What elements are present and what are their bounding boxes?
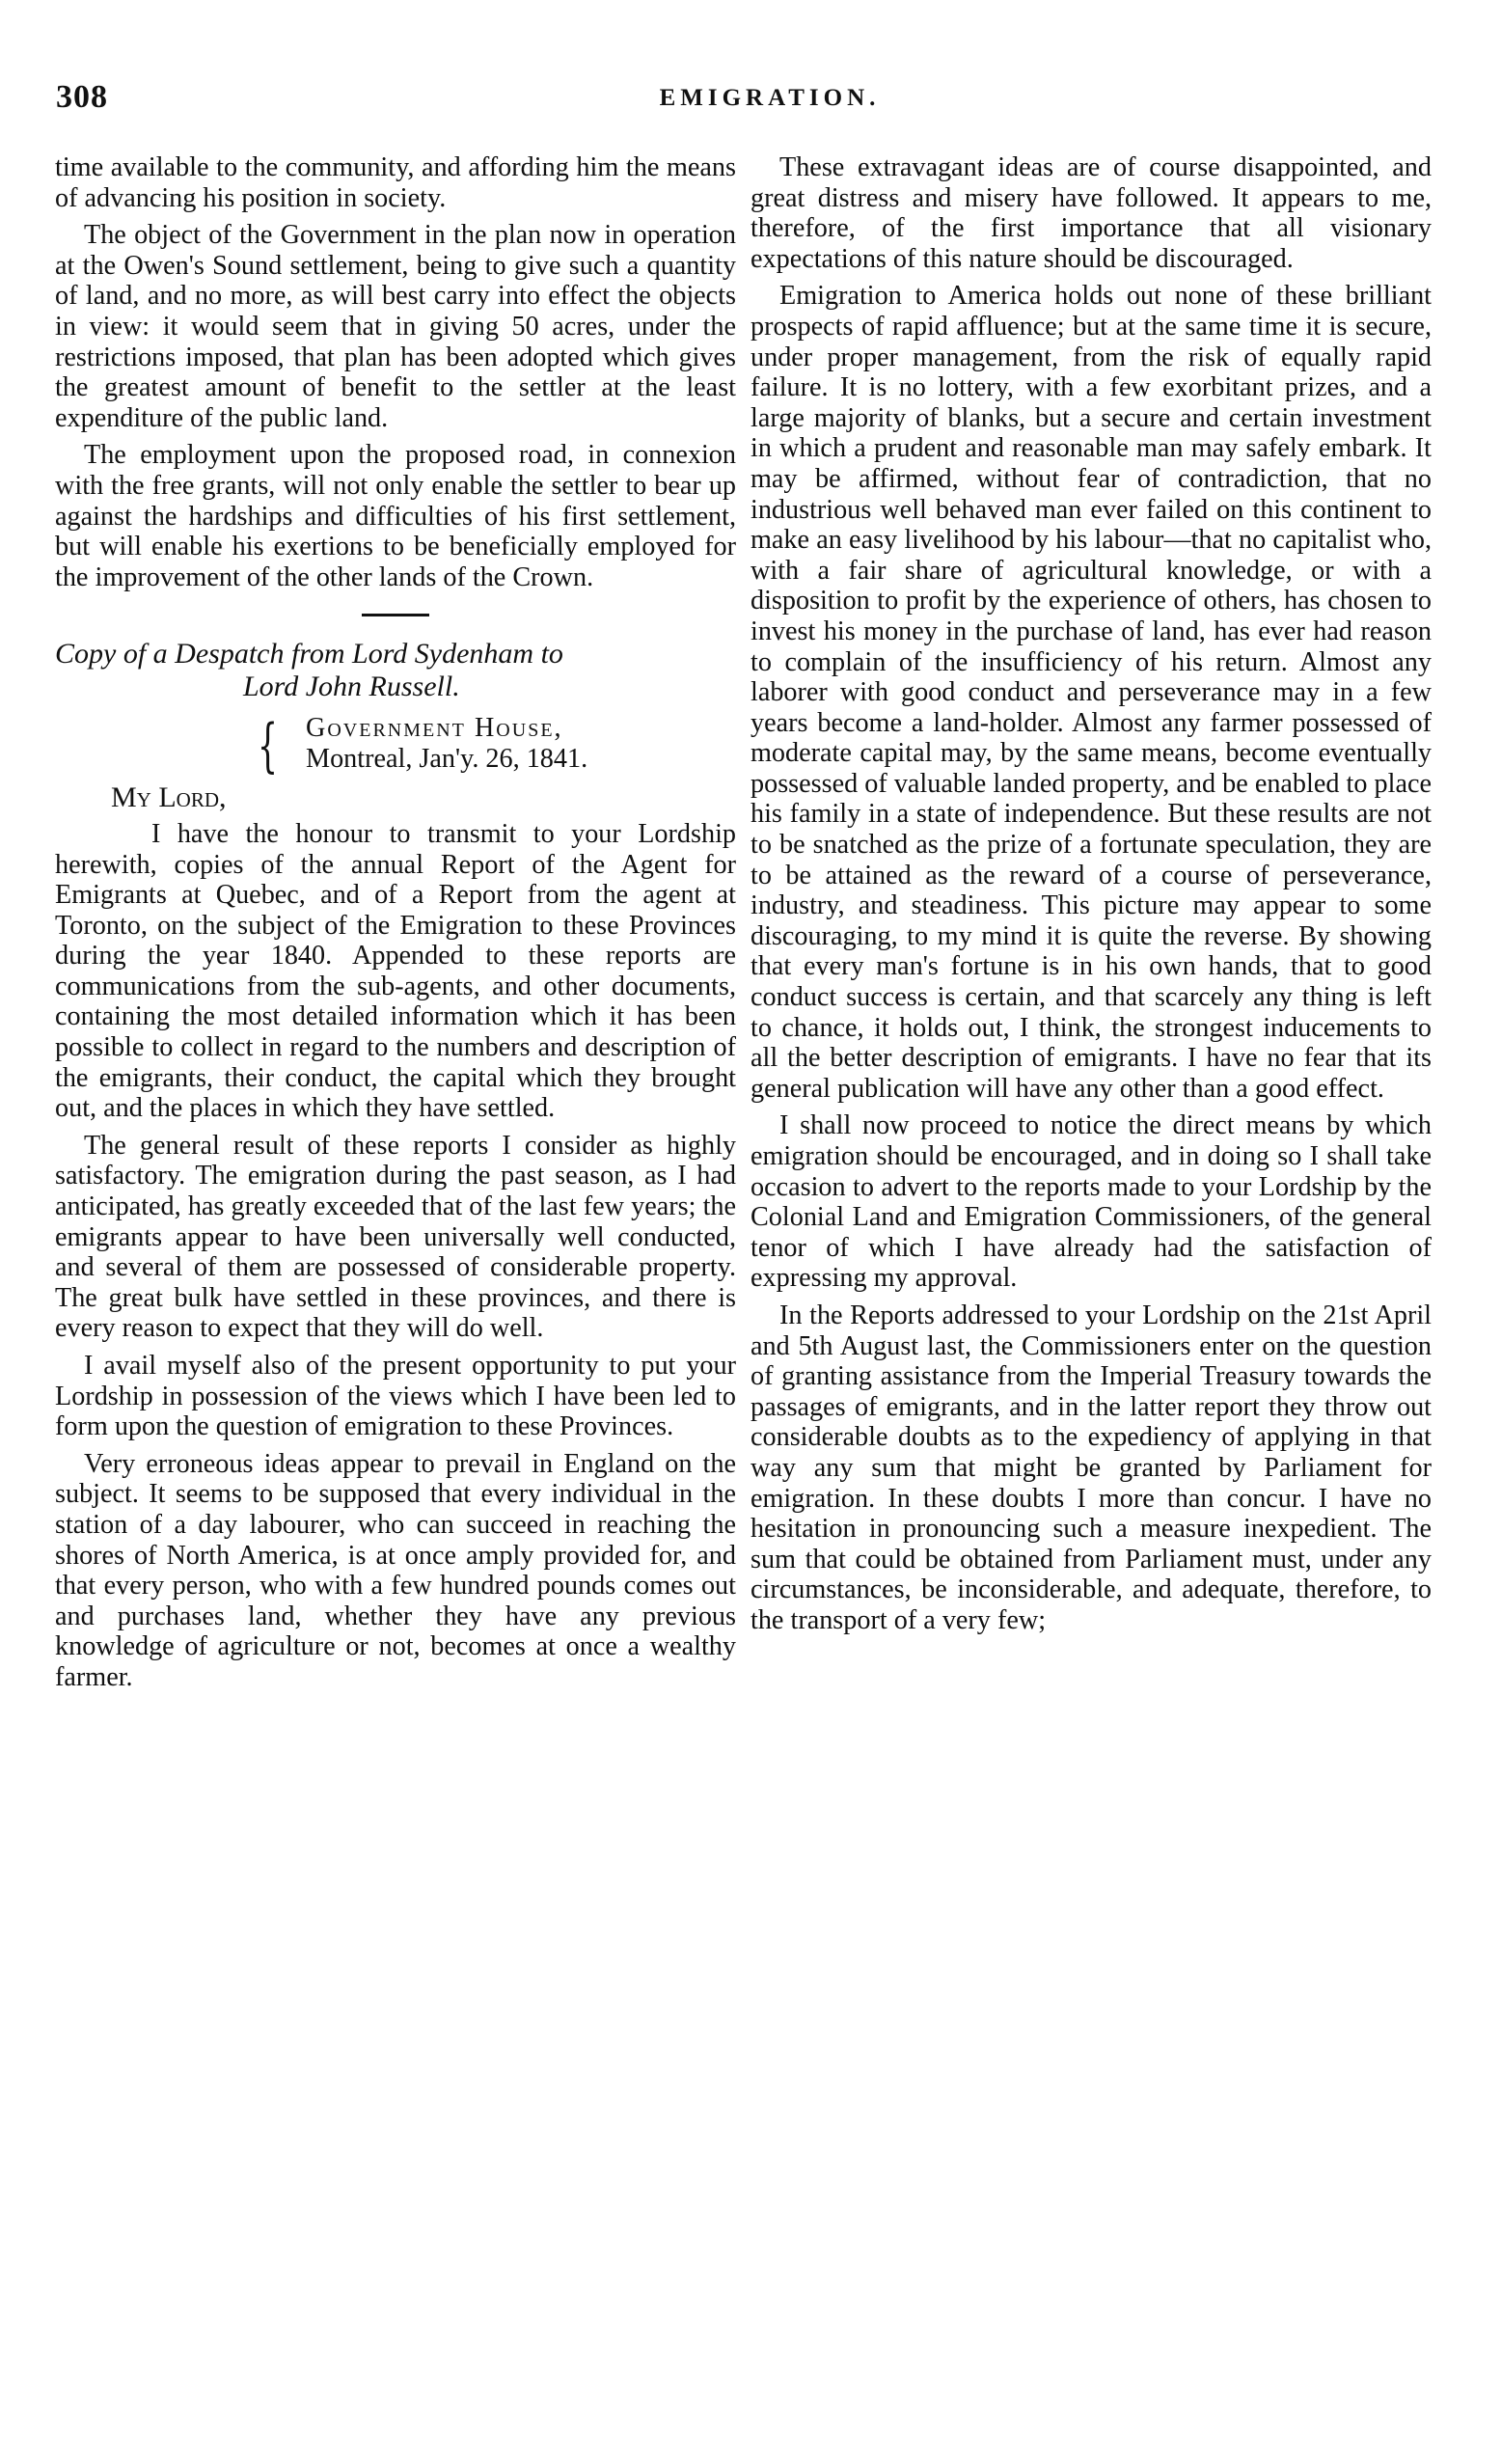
section-divider bbox=[362, 614, 429, 616]
paragraph: The object of the Government in the plan now in operation at the Owen's Sound settlement, being to give such a quantity of land, and no more, as will best carry into effect the objects in view: it would seem that in giving 50 acres, under the restrictions imposed, that plan has been adopted which gives the greatest amount of benefit to the settler at the least expenditure of the public land. bbox=[55, 220, 736, 433]
brace-icon: { bbox=[258, 712, 279, 780]
paragraph: Very erroneous ideas appear to prevail in England on the subject. It seems to be supposed that every individual in the station of a day labourer, who can succeed in reaching the shores of North America, is at once amply provided for, and that every person, who with a few hundred pounds comes out and purchases land, whether they have any previous knowledge of agriculture or not, becomes at once a wealthy farmer. bbox=[55, 1448, 736, 1692]
paragraph: time available to the community, and affording him the means of advancing his position in society. bbox=[55, 152, 736, 213]
address-date: Montreal, Jan'y. 26, 1841. bbox=[306, 744, 588, 775]
paragraph: I avail myself also of the present opportunity to put your Lordship in possession of the views which I have been led to form upon the question of emigration to these Provinces. bbox=[55, 1351, 736, 1442]
running-head: EMIGRATION. bbox=[659, 85, 881, 111]
paragraph: The employment upon the proposed road, in connexion with the free grants, will not only enable the settler to bear up against the hardships and difficulties of his first settlement, but will enable his exertions to be beneficially employed for the improvement of the other lands of the Crown. bbox=[55, 440, 736, 592]
salutation: My Lord, bbox=[111, 781, 227, 814]
page-number: 308 bbox=[56, 79, 108, 115]
right-column bbox=[750, 152, 1432, 1643]
paragraph: I have the honour to transmit to your Lordship herewith, copies of the annual Report of the Agent for Emigrants at Quebec, and of a Report from the agent at Toronto, on the subject of the Emigration to these Provinces during the year 1840. Appended to these reports are communications from the sub-agents, and other documents, containing the most detailed information which it has been possible to collect in regard to the numbers and description of the emigrants, their conduct, the capital which they brought out, and the places in which they have settled. bbox=[55, 818, 736, 1124]
paragraph: The general result of these reports I consider as highly satisfactory. The emigration during the past season, as I had anticipated, has greatly exceeded that of the last few years; the emigrants appear to have been universally well conducted, and several of them are possessed of considerable property. The great bulk have settled in these provinces, and there is every reason to expect that they will do well. bbox=[55, 1130, 736, 1344]
address-house: Government House, bbox=[306, 713, 563, 744]
paragraph: These extravagant ideas are of course disappointed, and great distress and misery have followed. It appears to me, therefore, of the first importance that all visionary expectations of this nature should be discouraged. bbox=[750, 152, 1432, 274]
despatch-heading-line2: Lord John Russell. bbox=[243, 671, 460, 703]
despatch-heading-line1: Copy of a Despatch from Lord Sydenham to bbox=[55, 638, 563, 671]
address-block bbox=[258, 712, 736, 780]
paragraph: Emigration to America holds out none of these brilliant prospects of rapid affluence; but at the same time it is secure, under proper management, from the risk of equally rapid failure. It is no lottery, with a few exorbitant prizes, and a large majority of blanks, but a secure and certain investment in which a prudent and reasonable man may safely embark. It may be affirmed, without fear of contradiction, that no industrious well behaved man ever failed on this continent to make an easy livelihood by his labour—that no capitalist who, with a fair share of agricultural knowledge, or with a disposition to profit by the experience of others, has chosen to invest his money in the purchase of land, has ever had reason to complain of the insufficiency of his return. Almost any laborer with good conduct and perseverance may in a few years become a land-holder. Almost any farmer possessed of moderate capital may, by the same means, become eventually possessed of valuable landed property, and be enabled to place his family in a state of independence. But these results are not to be snatched as the prize of a fortunate speculation, they are to be attained as the reward of a course of perseverance, industry, and steadiness. This picture may appear to some discouraging, to my mind it is quite the reverse. By showing that every man's fortune is in his own hands, that to good conduct success is certain, and that scarcely any thing is left to chance, it holds out, I think, the strongest inducements to all the better description of emigrants. I have no fear that its general publication will have any other than a good effect. bbox=[750, 281, 1432, 1104]
page-header bbox=[56, 79, 1426, 118]
paragraph: In the Reports addressed to your Lordship on the 21st April and 5th August last, the Commissioners enter on the question of granting assistance from the Imperial Treasury towards the passages of emigrants, and in the latter report they throw out considerable doubts as to the expediency of applying in that way any sum that might be granted by Parliament for emigration. In these doubts I more than concur. I have no hesitation in pronouncing such a measure inexpedient. The sum that could be obtained from Parliament must, under any circumstances, be inconsiderable, and adequate, therefore, to the transport of a very few; bbox=[750, 1300, 1432, 1635]
left-column bbox=[55, 152, 736, 1700]
despatch-heading bbox=[55, 638, 736, 703]
paragraph: I shall now proceed to notice the direct means by which emigration should be encouraged, and in doing so I shall take occasion to advert to the reports made to your Lordship by the Colonial Land and Emigration Commissioners, of the general tenor of which I have already had the satisfaction of expressing my approval. bbox=[750, 1110, 1432, 1294]
